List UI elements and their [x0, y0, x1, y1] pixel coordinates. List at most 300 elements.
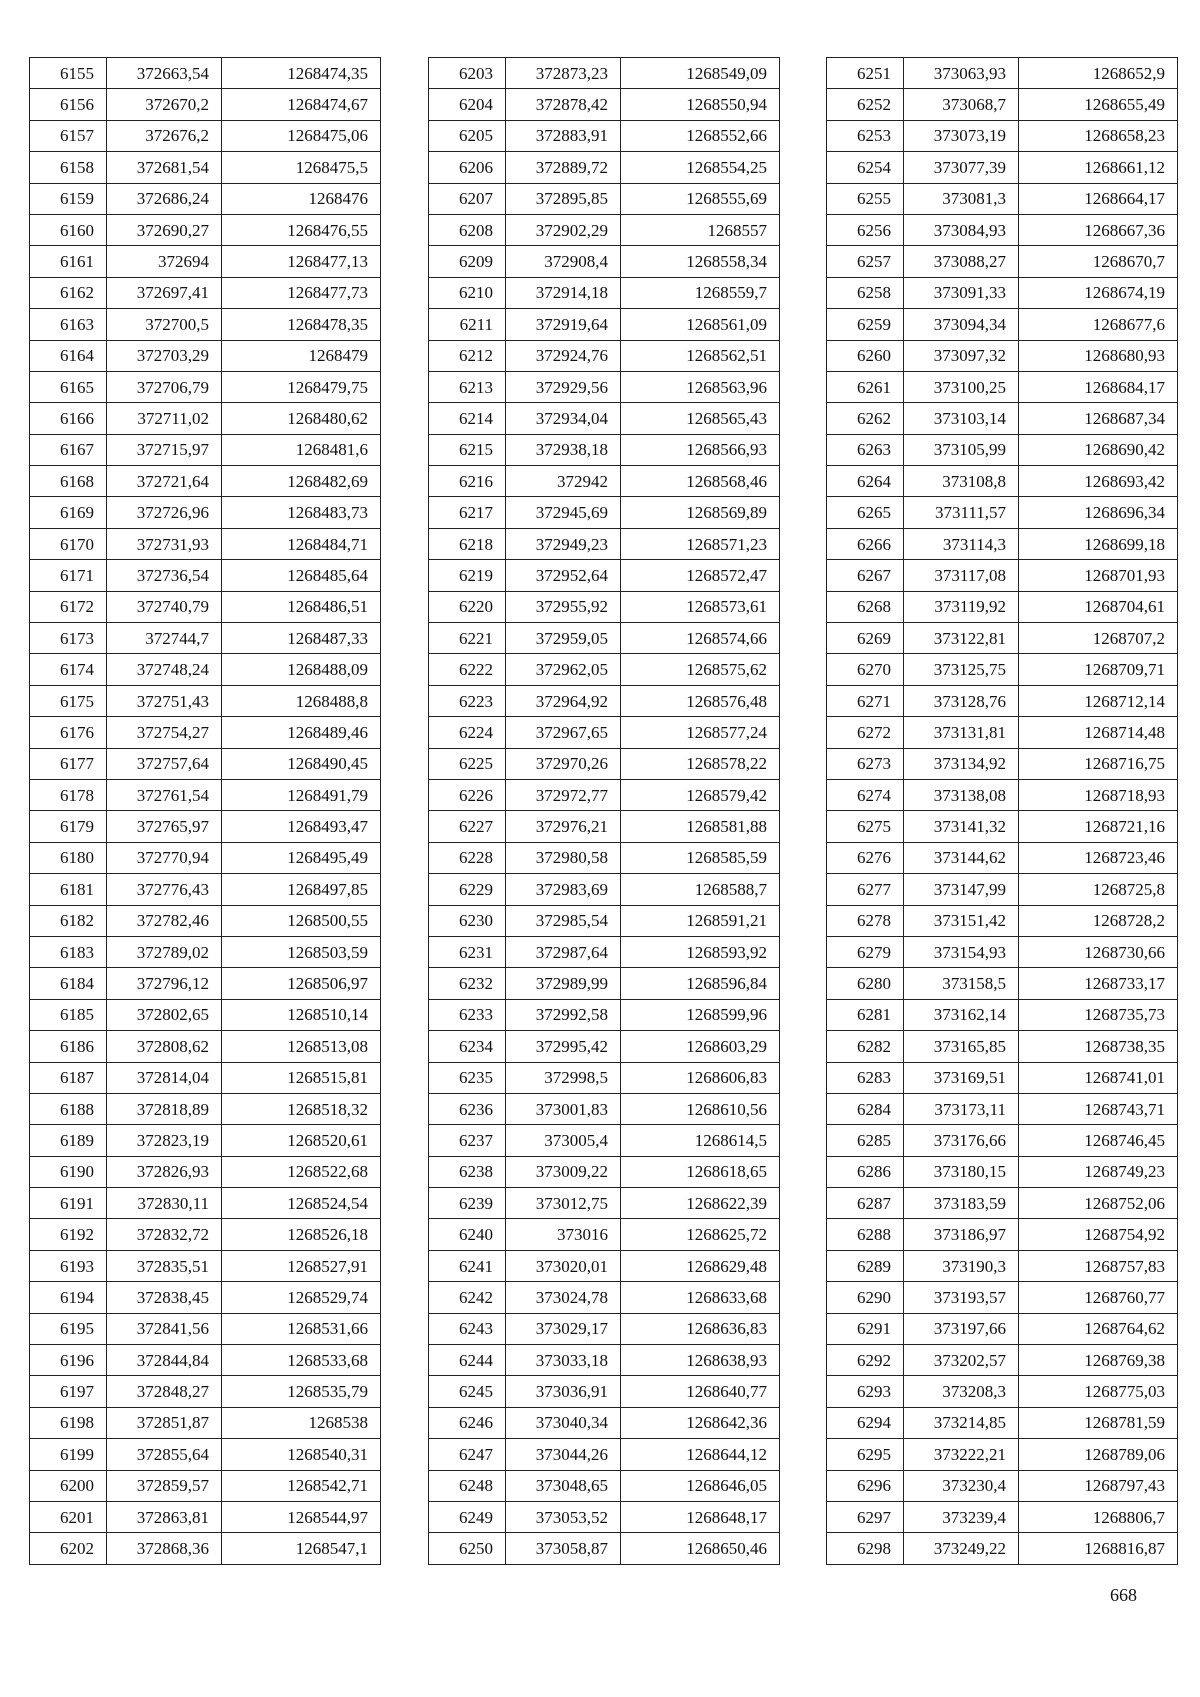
x-coordinate-cell: 372802,65	[107, 999, 222, 1030]
x-coordinate-cell: 373068,7	[904, 89, 1019, 120]
x-coordinate-cell: 373020,01	[506, 1250, 621, 1281]
x-coordinate-cell: 372748,24	[107, 654, 222, 685]
table-row	[429, 1407, 780, 1438]
y-coordinate-cell: 1268606,83	[621, 1062, 780, 1093]
point-number-cell: 6191	[30, 1188, 107, 1219]
point-number-cell: 6222	[429, 654, 506, 685]
point-number-cell: 6188	[30, 1093, 107, 1124]
table-row	[30, 1219, 381, 1250]
y-coordinate-cell: 1268571,23	[621, 528, 780, 559]
table-row	[429, 968, 780, 999]
y-coordinate-cell: 1268503,59	[222, 936, 381, 967]
y-coordinate-cell: 1268769,38	[1019, 1345, 1178, 1376]
x-coordinate-cell: 373169,51	[904, 1062, 1019, 1093]
table-row	[827, 1439, 1178, 1470]
y-coordinate-cell: 1268709,71	[1019, 654, 1178, 685]
point-number-cell: 6243	[429, 1313, 506, 1344]
table-row	[827, 968, 1178, 999]
point-number-cell: 6185	[30, 999, 107, 1030]
x-coordinate-cell: 373044,26	[506, 1439, 621, 1470]
y-coordinate-cell: 1268696,34	[1019, 497, 1178, 528]
point-number-cell: 6218	[429, 528, 506, 559]
table-row	[30, 371, 381, 402]
point-number-cell: 6289	[827, 1250, 904, 1281]
y-coordinate-cell: 1268680,93	[1019, 340, 1178, 371]
point-number-cell: 6281	[827, 999, 904, 1030]
point-number-cell: 6230	[429, 905, 506, 936]
y-coordinate-cell: 1268760,77	[1019, 1282, 1178, 1313]
point-number-cell: 6163	[30, 309, 107, 340]
y-coordinate-cell: 1268550,94	[621, 89, 780, 120]
x-coordinate-cell: 373193,57	[904, 1282, 1019, 1313]
x-coordinate-cell: 373230,4	[904, 1470, 1019, 1501]
table-row	[30, 1501, 381, 1532]
point-number-cell: 6203	[429, 58, 506, 89]
point-number-cell: 6157	[30, 120, 107, 151]
table-row	[30, 874, 381, 905]
point-number-cell: 6249	[429, 1501, 506, 1532]
point-number-cell: 6241	[429, 1250, 506, 1281]
x-coordinate-cell: 373197,66	[904, 1313, 1019, 1344]
x-coordinate-cell: 372703,29	[107, 340, 222, 371]
y-coordinate-cell: 1268574,66	[621, 623, 780, 654]
x-coordinate-cell: 373111,57	[904, 497, 1019, 528]
x-coordinate-cell: 372690,27	[107, 214, 222, 245]
table-row	[30, 1313, 381, 1344]
table-row	[827, 1313, 1178, 1344]
point-number-cell: 6214	[429, 403, 506, 434]
table-row	[30, 623, 381, 654]
y-coordinate-cell: 1268658,23	[1019, 120, 1178, 151]
point-number-cell: 6263	[827, 434, 904, 465]
table-row	[827, 1031, 1178, 1062]
table-row	[827, 560, 1178, 591]
table-row	[827, 89, 1178, 120]
x-coordinate-cell: 373208,3	[904, 1376, 1019, 1407]
table-row	[30, 466, 381, 497]
point-number-cell: 6295	[827, 1439, 904, 1470]
y-coordinate-cell: 1268625,72	[621, 1219, 780, 1250]
point-number-cell: 6262	[827, 403, 904, 434]
y-coordinate-cell: 1268775,03	[1019, 1376, 1178, 1407]
point-number-cell: 6216	[429, 466, 506, 497]
y-coordinate-cell: 1268642,36	[621, 1407, 780, 1438]
y-coordinate-cell: 1268670,7	[1019, 246, 1178, 277]
x-coordinate-cell: 372902,29	[506, 214, 621, 245]
table-row	[429, 811, 780, 842]
x-coordinate-cell: 372859,57	[107, 1470, 222, 1501]
point-number-cell: 6178	[30, 779, 107, 810]
table-row	[827, 654, 1178, 685]
x-coordinate-cell: 373222,21	[904, 1439, 1019, 1470]
y-coordinate-cell: 1268754,92	[1019, 1219, 1178, 1250]
y-coordinate-cell: 1268733,17	[1019, 968, 1178, 999]
point-number-cell: 6248	[429, 1470, 506, 1501]
y-coordinate-cell: 1268661,12	[1019, 152, 1178, 183]
x-coordinate-cell: 372740,79	[107, 591, 222, 622]
y-coordinate-cell: 1268579,42	[621, 779, 780, 810]
table-row	[429, 497, 780, 528]
coordinate-table-3	[826, 57, 1178, 1565]
x-coordinate-cell: 373103,14	[904, 403, 1019, 434]
table-row	[429, 466, 780, 497]
point-number-cell: 6190	[30, 1156, 107, 1187]
y-coordinate-cell: 1268476,55	[222, 214, 381, 245]
point-number-cell: 6158	[30, 152, 107, 183]
table-row	[429, 999, 780, 1030]
x-coordinate-cell: 373009,22	[506, 1156, 621, 1187]
x-coordinate-cell: 373154,93	[904, 936, 1019, 967]
y-coordinate-cell: 1268603,29	[621, 1031, 780, 1062]
point-number-cell: 6252	[827, 89, 904, 120]
table-row	[827, 528, 1178, 559]
point-number-cell: 6183	[30, 936, 107, 967]
point-number-cell: 6239	[429, 1188, 506, 1219]
x-coordinate-cell: 372731,93	[107, 528, 222, 559]
point-number-cell: 6279	[827, 936, 904, 967]
x-coordinate-cell: 372987,64	[506, 936, 621, 967]
table-row	[827, 309, 1178, 340]
y-coordinate-cell: 1268515,81	[222, 1062, 381, 1093]
y-coordinate-cell: 1268552,66	[621, 120, 780, 151]
table-row	[30, 999, 381, 1030]
point-number-cell: 6194	[30, 1282, 107, 1313]
x-coordinate-cell: 372706,79	[107, 371, 222, 402]
y-coordinate-cell: 1268723,46	[1019, 842, 1178, 873]
x-coordinate-cell: 372873,23	[506, 58, 621, 89]
table-row	[827, 1250, 1178, 1281]
x-coordinate-cell: 372841,56	[107, 1313, 222, 1344]
x-coordinate-cell: 372663,54	[107, 58, 222, 89]
x-coordinate-cell: 372934,04	[506, 403, 621, 434]
point-number-cell: 6278	[827, 905, 904, 936]
point-number-cell: 6283	[827, 1062, 904, 1093]
point-number-cell: 6219	[429, 560, 506, 591]
point-number-cell: 6179	[30, 811, 107, 842]
x-coordinate-cell: 373084,93	[904, 214, 1019, 245]
point-number-cell: 6275	[827, 811, 904, 842]
y-coordinate-cell: 1268542,71	[222, 1470, 381, 1501]
x-coordinate-cell: 372736,54	[107, 560, 222, 591]
table-row	[30, 717, 381, 748]
point-number-cell: 6201	[30, 1501, 107, 1532]
y-coordinate-cell: 1268743,71	[1019, 1093, 1178, 1124]
y-coordinate-cell: 1268520,61	[222, 1125, 381, 1156]
table-row	[30, 340, 381, 371]
table-row	[429, 1439, 780, 1470]
y-coordinate-cell: 1268477,13	[222, 246, 381, 277]
point-number-cell: 6287	[827, 1188, 904, 1219]
table-row	[429, 58, 780, 89]
x-coordinate-cell: 372945,69	[506, 497, 621, 528]
table-row	[30, 403, 381, 434]
point-number-cell: 6156	[30, 89, 107, 120]
y-coordinate-cell: 1268475,06	[222, 120, 381, 151]
x-coordinate-cell: 372992,58	[506, 999, 621, 1030]
point-number-cell: 6229	[429, 874, 506, 905]
x-coordinate-cell: 372757,64	[107, 748, 222, 779]
y-coordinate-cell: 1268712,14	[1019, 685, 1178, 716]
x-coordinate-cell: 373147,99	[904, 874, 1019, 905]
x-coordinate-cell: 372700,5	[107, 309, 222, 340]
x-coordinate-cell: 372914,18	[506, 277, 621, 308]
y-coordinate-cell: 1268566,93	[621, 434, 780, 465]
point-number-cell: 6206	[429, 152, 506, 183]
x-coordinate-cell: 373048,65	[506, 1470, 621, 1501]
x-coordinate-cell: 373105,99	[904, 434, 1019, 465]
point-number-cell: 6280	[827, 968, 904, 999]
table-row	[30, 309, 381, 340]
point-number-cell: 6254	[827, 152, 904, 183]
point-number-cell: 6233	[429, 999, 506, 1030]
point-number-cell: 6211	[429, 309, 506, 340]
point-number-cell: 6220	[429, 591, 506, 622]
y-coordinate-cell: 1268629,48	[621, 1250, 780, 1281]
x-coordinate-cell: 373036,91	[506, 1376, 621, 1407]
x-coordinate-cell: 372844,84	[107, 1345, 222, 1376]
y-coordinate-cell: 1268738,35	[1019, 1031, 1178, 1062]
table-row	[827, 1188, 1178, 1219]
x-coordinate-cell: 372830,11	[107, 1188, 222, 1219]
table-row	[827, 748, 1178, 779]
y-coordinate-cell: 1268614,5	[621, 1125, 780, 1156]
point-number-cell: 6171	[30, 560, 107, 591]
table-row	[827, 1093, 1178, 1124]
x-coordinate-cell: 372761,54	[107, 779, 222, 810]
x-coordinate-cell: 373053,52	[506, 1501, 621, 1532]
x-coordinate-cell: 372924,76	[506, 340, 621, 371]
y-coordinate-cell: 1268618,65	[621, 1156, 780, 1187]
point-number-cell: 6293	[827, 1376, 904, 1407]
x-coordinate-cell: 372765,97	[107, 811, 222, 842]
point-number-cell: 6267	[827, 560, 904, 591]
x-coordinate-cell: 372851,87	[107, 1407, 222, 1438]
point-number-cell: 6290	[827, 1282, 904, 1313]
table-row	[827, 1407, 1178, 1438]
y-coordinate-cell: 1268526,18	[222, 1219, 381, 1250]
y-coordinate-cell: 1268577,24	[621, 717, 780, 748]
x-coordinate-cell: 372782,46	[107, 905, 222, 936]
x-coordinate-cell: 372789,02	[107, 936, 222, 967]
y-coordinate-cell: 1268563,96	[621, 371, 780, 402]
table-row	[30, 748, 381, 779]
table-row	[827, 905, 1178, 936]
y-coordinate-cell: 1268513,08	[222, 1031, 381, 1062]
table-row	[429, 717, 780, 748]
point-number-cell: 6234	[429, 1031, 506, 1062]
x-coordinate-cell: 372808,62	[107, 1031, 222, 1062]
table-row	[30, 528, 381, 559]
y-coordinate-cell: 1268527,91	[222, 1250, 381, 1281]
table-row	[827, 1501, 1178, 1532]
point-number-cell: 6210	[429, 277, 506, 308]
table-row	[30, 434, 381, 465]
table-row	[429, 1470, 780, 1501]
table-row	[429, 214, 780, 245]
x-coordinate-cell: 373088,27	[904, 246, 1019, 277]
x-coordinate-cell: 372938,18	[506, 434, 621, 465]
table-row	[30, 246, 381, 277]
point-number-cell: 6270	[827, 654, 904, 685]
y-coordinate-cell: 1268581,88	[621, 811, 780, 842]
x-coordinate-cell: 373097,32	[904, 340, 1019, 371]
y-coordinate-cell: 1268479,75	[222, 371, 381, 402]
point-number-cell: 6174	[30, 654, 107, 685]
y-coordinate-cell: 1268497,85	[222, 874, 381, 905]
y-coordinate-cell: 1268495,49	[222, 842, 381, 873]
x-coordinate-cell: 373165,85	[904, 1031, 1019, 1062]
table-row	[429, 936, 780, 967]
y-coordinate-cell: 1268486,51	[222, 591, 381, 622]
table-row	[827, 183, 1178, 214]
y-coordinate-cell: 1268533,68	[222, 1345, 381, 1376]
point-number-cell: 6271	[827, 685, 904, 716]
y-coordinate-cell: 1268638,93	[621, 1345, 780, 1376]
table-row	[30, 1188, 381, 1219]
y-coordinate-cell: 1268522,68	[222, 1156, 381, 1187]
point-number-cell: 6162	[30, 277, 107, 308]
y-coordinate-cell: 1268535,79	[222, 1376, 381, 1407]
point-number-cell: 6297	[827, 1501, 904, 1532]
x-coordinate-cell: 372838,45	[107, 1282, 222, 1313]
y-coordinate-cell: 1268664,17	[1019, 183, 1178, 214]
y-coordinate-cell: 1268561,09	[621, 309, 780, 340]
x-coordinate-cell: 372814,04	[107, 1062, 222, 1093]
x-coordinate-cell: 372796,12	[107, 968, 222, 999]
point-number-cell: 6213	[429, 371, 506, 402]
x-coordinate-cell: 372908,4	[506, 246, 621, 277]
point-number-cell: 6177	[30, 748, 107, 779]
y-coordinate-cell: 1268488,8	[222, 685, 381, 716]
x-coordinate-cell: 373249,22	[904, 1533, 1019, 1564]
y-coordinate-cell: 1268599,96	[621, 999, 780, 1030]
x-coordinate-cell: 372972,77	[506, 779, 621, 810]
point-number-cell: 6169	[30, 497, 107, 528]
x-coordinate-cell: 372823,19	[107, 1125, 222, 1156]
x-coordinate-cell: 372895,85	[506, 183, 621, 214]
point-number-cell: 6173	[30, 623, 107, 654]
point-number-cell: 6235	[429, 1062, 506, 1093]
y-coordinate-cell: 1268481,6	[222, 434, 381, 465]
point-number-cell: 6200	[30, 1470, 107, 1501]
y-coordinate-cell: 1268687,34	[1019, 403, 1178, 434]
table-row	[827, 371, 1178, 402]
table-row	[429, 528, 780, 559]
point-number-cell: 6274	[827, 779, 904, 810]
point-number-cell: 6268	[827, 591, 904, 622]
table-row	[30, 1031, 381, 1062]
x-coordinate-cell: 373158,5	[904, 968, 1019, 999]
point-number-cell: 6298	[827, 1533, 904, 1564]
x-coordinate-cell: 373162,14	[904, 999, 1019, 1030]
point-number-cell: 6186	[30, 1031, 107, 1062]
y-coordinate-cell: 1268757,83	[1019, 1250, 1178, 1281]
x-coordinate-cell: 372715,97	[107, 434, 222, 465]
point-number-cell: 6284	[827, 1093, 904, 1124]
table-row	[827, 403, 1178, 434]
table-row	[429, 842, 780, 873]
coordinate-table-1	[29, 57, 381, 1565]
point-number-cell: 6161	[30, 246, 107, 277]
point-number-cell: 6269	[827, 623, 904, 654]
table-row	[429, 1250, 780, 1281]
y-coordinate-cell: 1268575,62	[621, 654, 780, 685]
x-coordinate-cell: 372962,05	[506, 654, 621, 685]
point-number-cell: 6225	[429, 748, 506, 779]
y-coordinate-cell: 1268735,73	[1019, 999, 1178, 1030]
point-number-cell: 6212	[429, 340, 506, 371]
x-coordinate-cell: 373134,92	[904, 748, 1019, 779]
point-number-cell: 6288	[827, 1219, 904, 1250]
x-coordinate-cell: 373073,19	[904, 120, 1019, 151]
y-coordinate-cell: 1268531,66	[222, 1313, 381, 1344]
x-coordinate-cell: 372863,81	[107, 1501, 222, 1532]
point-number-cell: 6242	[429, 1282, 506, 1313]
table-row	[30, 936, 381, 967]
x-coordinate-cell: 373016	[506, 1219, 621, 1250]
y-coordinate-cell: 1268524,54	[222, 1188, 381, 1219]
x-coordinate-cell: 372929,56	[506, 371, 621, 402]
x-coordinate-cell: 373100,25	[904, 371, 1019, 402]
table-row	[827, 1533, 1178, 1564]
table-row	[827, 842, 1178, 873]
point-number-cell: 6193	[30, 1250, 107, 1281]
point-number-cell: 6167	[30, 434, 107, 465]
y-coordinate-cell: 1268585,59	[621, 842, 780, 873]
x-coordinate-cell: 372694	[107, 246, 222, 277]
table-row	[827, 874, 1178, 905]
point-number-cell: 6244	[429, 1345, 506, 1376]
y-coordinate-cell: 1268781,59	[1019, 1407, 1178, 1438]
y-coordinate-cell: 1268568,46	[621, 466, 780, 497]
x-coordinate-cell: 373012,75	[506, 1188, 621, 1219]
table-row	[827, 779, 1178, 810]
table-row	[30, 1282, 381, 1313]
table-row	[827, 685, 1178, 716]
point-number-cell: 6205	[429, 120, 506, 151]
x-coordinate-cell: 372770,94	[107, 842, 222, 873]
point-number-cell: 6181	[30, 874, 107, 905]
y-coordinate-cell: 1268576,48	[621, 685, 780, 716]
y-coordinate-cell: 1268741,01	[1019, 1062, 1178, 1093]
point-number-cell: 6237	[429, 1125, 506, 1156]
x-coordinate-cell: 373063,93	[904, 58, 1019, 89]
x-coordinate-cell: 372955,92	[506, 591, 621, 622]
table-row	[30, 214, 381, 245]
table-row	[30, 1156, 381, 1187]
x-coordinate-cell: 372970,26	[506, 748, 621, 779]
x-coordinate-cell: 373077,39	[904, 152, 1019, 183]
point-number-cell: 6224	[429, 717, 506, 748]
y-coordinate-cell: 1268721,16	[1019, 811, 1178, 842]
point-number-cell: 6291	[827, 1313, 904, 1344]
table-row	[30, 1470, 381, 1501]
x-coordinate-cell: 372681,54	[107, 152, 222, 183]
y-coordinate-cell: 1268483,73	[222, 497, 381, 528]
point-number-cell: 6166	[30, 403, 107, 434]
y-coordinate-cell: 1268565,43	[621, 403, 780, 434]
page-number: 668	[1110, 1585, 1137, 1605]
y-coordinate-cell: 1268540,31	[222, 1439, 381, 1470]
y-coordinate-cell: 1268816,87	[1019, 1533, 1178, 1564]
x-coordinate-cell: 372989,99	[506, 968, 621, 999]
table-row	[429, 1313, 780, 1344]
point-number-cell: 6226	[429, 779, 506, 810]
y-coordinate-cell: 1268478,35	[222, 309, 381, 340]
point-number-cell: 6221	[429, 623, 506, 654]
table-row	[429, 1345, 780, 1376]
x-coordinate-cell: 373024,78	[506, 1282, 621, 1313]
